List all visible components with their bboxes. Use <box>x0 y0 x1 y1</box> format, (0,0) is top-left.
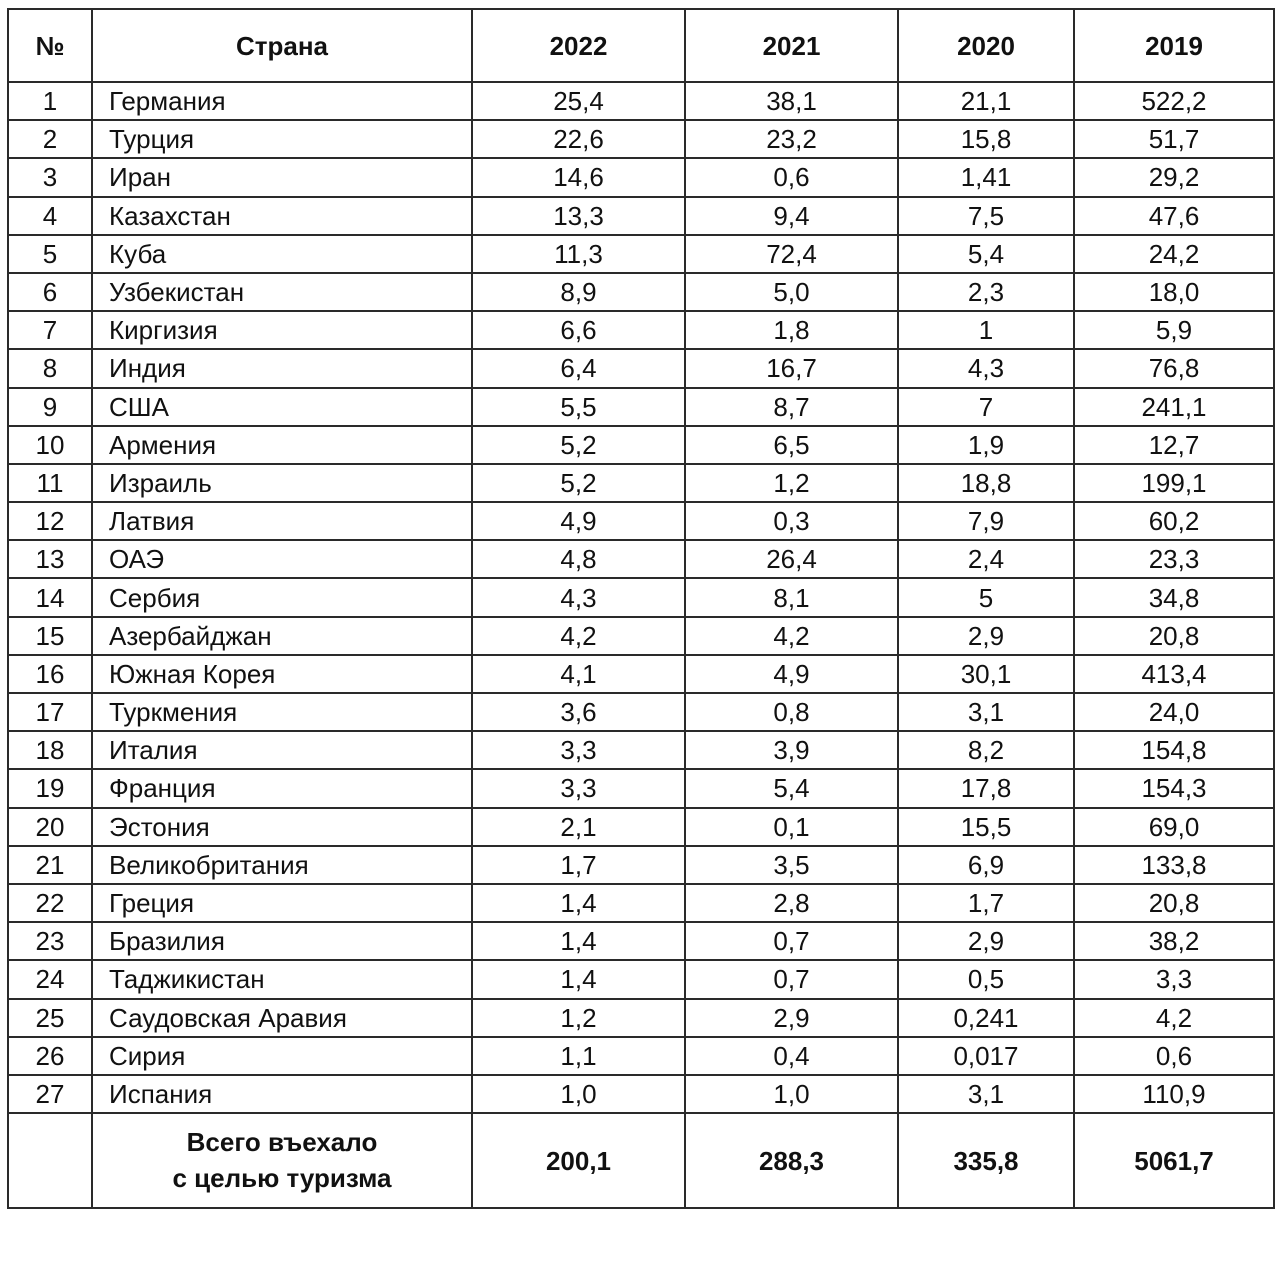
row-2019-cell: 154,8 <box>1074 731 1274 769</box>
row-2019-cell: 34,8 <box>1074 578 1274 616</box>
table-row <box>8 349 1274 387</box>
tourism-arrivals-table <box>7 8 1275 1209</box>
row-2022-cell: 6,4 <box>472 349 685 387</box>
row-2022-cell: 13,3 <box>472 197 685 235</box>
row-country-cell: Азербайджан <box>92 617 472 655</box>
row-2020-cell: 7,9 <box>898 502 1074 540</box>
row-2020-cell: 3,1 <box>898 693 1074 731</box>
header-year-2022: 2022 <box>472 9 685 82</box>
row-2021-cell: 72,4 <box>685 235 898 273</box>
row-2019-cell: 38,2 <box>1074 922 1274 960</box>
row-2019-cell: 20,8 <box>1074 884 1274 922</box>
row-num-cell: 1 <box>8 82 92 120</box>
total-label-cell <box>92 1113 472 1208</box>
total-2020-cell: 335,8 <box>898 1113 1074 1208</box>
row-2020-cell: 15,8 <box>898 120 1074 158</box>
row-2020-cell: 1 <box>898 311 1074 349</box>
row-2020-cell: 2,3 <box>898 273 1074 311</box>
row-2022-cell: 22,6 <box>472 120 685 158</box>
table-row <box>8 731 1274 769</box>
row-2020-cell: 3,1 <box>898 1075 1074 1113</box>
row-country-cell: Франция <box>92 769 472 807</box>
row-2021-cell: 26,4 <box>685 540 898 578</box>
total-2022-cell: 200,1 <box>472 1113 685 1208</box>
row-country-cell: Турция <box>92 120 472 158</box>
row-2021-cell: 5,0 <box>685 273 898 311</box>
row-country-cell: Иран <box>92 158 472 196</box>
row-country-cell: Саудовская Аравия <box>92 999 472 1037</box>
row-country-cell: Израиль <box>92 464 472 502</box>
table-row <box>8 808 1274 846</box>
row-country-cell: ОАЭ <box>92 540 472 578</box>
row-2021-cell: 0,8 <box>685 693 898 731</box>
row-2021-cell: 4,9 <box>685 655 898 693</box>
row-2021-cell: 16,7 <box>685 349 898 387</box>
row-2022-cell: 4,2 <box>472 617 685 655</box>
row-2020-cell: 7,5 <box>898 197 1074 235</box>
row-2019-cell: 199,1 <box>1074 464 1274 502</box>
row-num-cell: 16 <box>8 655 92 693</box>
row-country-cell: Греция <box>92 884 472 922</box>
row-country-cell: Испания <box>92 1075 472 1113</box>
row-num-cell: 9 <box>8 388 92 426</box>
row-2021-cell: 0,1 <box>685 808 898 846</box>
row-2020-cell: 21,1 <box>898 82 1074 120</box>
table-row <box>8 922 1274 960</box>
row-2022-cell: 1,0 <box>472 1075 685 1113</box>
row-country-cell: Италия <box>92 731 472 769</box>
row-2022-cell: 1,4 <box>472 922 685 960</box>
row-2021-cell: 0,3 <box>685 502 898 540</box>
table-row <box>8 655 1274 693</box>
table-row <box>8 884 1274 922</box>
row-num-cell: 17 <box>8 693 92 731</box>
row-2019-cell: 5,9 <box>1074 311 1274 349</box>
row-2022-cell: 4,8 <box>472 540 685 578</box>
row-2021-cell: 6,5 <box>685 426 898 464</box>
row-2021-cell: 0,4 <box>685 1037 898 1075</box>
table-row <box>8 578 1274 616</box>
row-2021-cell: 3,9 <box>685 731 898 769</box>
row-2021-cell: 8,1 <box>685 578 898 616</box>
row-2020-cell: 17,8 <box>898 769 1074 807</box>
row-2020-cell: 2,9 <box>898 617 1074 655</box>
row-2022-cell: 1,1 <box>472 1037 685 1075</box>
table-row <box>8 617 1274 655</box>
row-2021-cell: 2,8 <box>685 884 898 922</box>
row-country-cell: Армения <box>92 426 472 464</box>
table-row <box>8 388 1274 426</box>
row-2019-cell: 29,2 <box>1074 158 1274 196</box>
row-num-cell: 18 <box>8 731 92 769</box>
row-2020-cell: 0,017 <box>898 1037 1074 1075</box>
tourism-table-container <box>7 8 1273 1209</box>
row-2021-cell: 23,2 <box>685 120 898 158</box>
row-2020-cell: 0,5 <box>898 960 1074 998</box>
row-2022-cell: 5,2 <box>472 464 685 502</box>
row-2019-cell: 522,2 <box>1074 82 1274 120</box>
row-country-cell: Индия <box>92 349 472 387</box>
row-2020-cell: 30,1 <box>898 655 1074 693</box>
row-num-cell: 25 <box>8 999 92 1037</box>
row-num-cell: 15 <box>8 617 92 655</box>
table-row <box>8 1075 1274 1113</box>
row-2022-cell: 3,6 <box>472 693 685 731</box>
row-2022-cell: 6,6 <box>472 311 685 349</box>
row-num-cell: 8 <box>8 349 92 387</box>
header-year-2019: 2019 <box>1074 9 1274 82</box>
row-num-cell: 19 <box>8 769 92 807</box>
row-2019-cell: 23,3 <box>1074 540 1274 578</box>
row-2022-cell: 2,1 <box>472 808 685 846</box>
total-num-cell <box>8 1113 92 1208</box>
row-2021-cell: 0,7 <box>685 922 898 960</box>
row-num-cell: 5 <box>8 235 92 273</box>
table-row <box>8 960 1274 998</box>
header-num: № <box>8 9 92 82</box>
row-2021-cell: 1,8 <box>685 311 898 349</box>
row-2022-cell: 1,2 <box>472 999 685 1037</box>
row-2019-cell: 3,3 <box>1074 960 1274 998</box>
table-row <box>8 235 1274 273</box>
row-2019-cell: 12,7 <box>1074 426 1274 464</box>
row-2020-cell: 2,9 <box>898 922 1074 960</box>
total-2019-cell: 5061,7 <box>1074 1113 1274 1208</box>
row-2020-cell: 15,5 <box>898 808 1074 846</box>
table-row <box>8 1037 1274 1075</box>
row-2020-cell: 5 <box>898 578 1074 616</box>
row-num-cell: 7 <box>8 311 92 349</box>
row-2021-cell: 3,5 <box>685 846 898 884</box>
row-2019-cell: 24,0 <box>1074 693 1274 731</box>
table-row <box>8 502 1274 540</box>
row-2019-cell: 133,8 <box>1074 846 1274 884</box>
row-2022-cell: 11,3 <box>472 235 685 273</box>
row-num-cell: 24 <box>8 960 92 998</box>
row-2019-cell: 47,6 <box>1074 197 1274 235</box>
row-num-cell: 14 <box>8 578 92 616</box>
table-row <box>8 273 1274 311</box>
row-2022-cell: 14,6 <box>472 158 685 196</box>
row-country-cell: Эстония <box>92 808 472 846</box>
row-num-cell: 27 <box>8 1075 92 1113</box>
row-2022-cell: 1,4 <box>472 960 685 998</box>
row-country-cell: Бразилия <box>92 922 472 960</box>
row-num-cell: 21 <box>8 846 92 884</box>
row-2021-cell: 9,4 <box>685 197 898 235</box>
row-num-cell: 12 <box>8 502 92 540</box>
row-num-cell: 22 <box>8 884 92 922</box>
row-2019-cell: 76,8 <box>1074 349 1274 387</box>
table-row <box>8 769 1274 807</box>
row-2020-cell: 6,9 <box>898 846 1074 884</box>
header-year-2021: 2021 <box>685 9 898 82</box>
row-2022-cell: 1,4 <box>472 884 685 922</box>
row-country-cell: Куба <box>92 235 472 273</box>
table-row <box>8 693 1274 731</box>
header-country: Страна <box>92 9 472 82</box>
row-num-cell: 11 <box>8 464 92 502</box>
table-header <box>8 9 1274 82</box>
row-2020-cell: 8,2 <box>898 731 1074 769</box>
row-country-cell: Узбекистан <box>92 273 472 311</box>
row-2020-cell: 2,4 <box>898 540 1074 578</box>
row-2020-cell: 7 <box>898 388 1074 426</box>
row-country-cell: Южная Корея <box>92 655 472 693</box>
table-row <box>8 846 1274 884</box>
row-2022-cell: 1,7 <box>472 846 685 884</box>
total-row <box>8 1113 1274 1208</box>
table-row <box>8 426 1274 464</box>
row-country-cell: Великобритания <box>92 846 472 884</box>
row-2019-cell: 51,7 <box>1074 120 1274 158</box>
table-row <box>8 464 1274 502</box>
row-num-cell: 4 <box>8 197 92 235</box>
table-row <box>8 158 1274 196</box>
total-label-line1: Всего въехало <box>186 1127 378 1158</box>
table-row <box>8 540 1274 578</box>
total-2021-cell: 288,3 <box>685 1113 898 1208</box>
row-2019-cell: 4,2 <box>1074 999 1274 1037</box>
header-year-2020: 2020 <box>898 9 1074 82</box>
row-2021-cell: 1,0 <box>685 1075 898 1113</box>
row-2021-cell: 0,6 <box>685 158 898 196</box>
row-2020-cell: 1,41 <box>898 158 1074 196</box>
row-2020-cell: 0,241 <box>898 999 1074 1037</box>
row-2020-cell: 1,7 <box>898 884 1074 922</box>
row-2021-cell: 5,4 <box>685 769 898 807</box>
row-2019-cell: 24,2 <box>1074 235 1274 273</box>
row-2021-cell: 2,9 <box>685 999 898 1037</box>
row-2020-cell: 5,4 <box>898 235 1074 273</box>
table-row <box>8 120 1274 158</box>
table-row <box>8 197 1274 235</box>
row-2021-cell: 38,1 <box>685 82 898 120</box>
row-2020-cell: 18,8 <box>898 464 1074 502</box>
row-num-cell: 6 <box>8 273 92 311</box>
row-num-cell: 13 <box>8 540 92 578</box>
row-2020-cell: 4,3 <box>898 349 1074 387</box>
row-2019-cell: 154,3 <box>1074 769 1274 807</box>
row-country-cell: Германия <box>92 82 472 120</box>
table-body <box>8 82 1274 1208</box>
row-2021-cell: 4,2 <box>685 617 898 655</box>
row-2019-cell: 413,4 <box>1074 655 1274 693</box>
row-2019-cell: 0,6 <box>1074 1037 1274 1075</box>
row-2022-cell: 8,9 <box>472 273 685 311</box>
table-row <box>8 311 1274 349</box>
row-country-cell: Туркмения <box>92 693 472 731</box>
row-2021-cell: 0,7 <box>685 960 898 998</box>
row-num-cell: 3 <box>8 158 92 196</box>
row-num-cell: 23 <box>8 922 92 960</box>
row-2019-cell: 69,0 <box>1074 808 1274 846</box>
row-2020-cell: 1,9 <box>898 426 1074 464</box>
row-2021-cell: 8,7 <box>685 388 898 426</box>
row-num-cell: 26 <box>8 1037 92 1075</box>
total-label-line2: с целью туризма <box>172 1162 392 1193</box>
row-2019-cell: 20,8 <box>1074 617 1274 655</box>
row-2022-cell: 3,3 <box>472 731 685 769</box>
row-2022-cell: 4,9 <box>472 502 685 540</box>
row-country-cell: США <box>92 388 472 426</box>
row-2022-cell: 3,3 <box>472 769 685 807</box>
row-num-cell: 20 <box>8 808 92 846</box>
row-country-cell: Таджикистан <box>92 960 472 998</box>
row-country-cell: Казахстан <box>92 197 472 235</box>
row-2022-cell: 5,2 <box>472 426 685 464</box>
header-row <box>8 9 1274 82</box>
row-country-cell: Латвия <box>92 502 472 540</box>
table-row <box>8 999 1274 1037</box>
row-country-cell: Киргизия <box>92 311 472 349</box>
row-country-cell: Сербия <box>92 578 472 616</box>
row-2021-cell: 1,2 <box>685 464 898 502</box>
row-2019-cell: 241,1 <box>1074 388 1274 426</box>
row-2022-cell: 25,4 <box>472 82 685 120</box>
row-num-cell: 10 <box>8 426 92 464</box>
row-country-cell: Сирия <box>92 1037 472 1075</box>
row-2022-cell: 4,1 <box>472 655 685 693</box>
table-row <box>8 82 1274 120</box>
row-2022-cell: 5,5 <box>472 388 685 426</box>
row-num-cell: 2 <box>8 120 92 158</box>
row-2019-cell: 18,0 <box>1074 273 1274 311</box>
row-2019-cell: 60,2 <box>1074 502 1274 540</box>
row-2019-cell: 110,9 <box>1074 1075 1274 1113</box>
row-2022-cell: 4,3 <box>472 578 685 616</box>
